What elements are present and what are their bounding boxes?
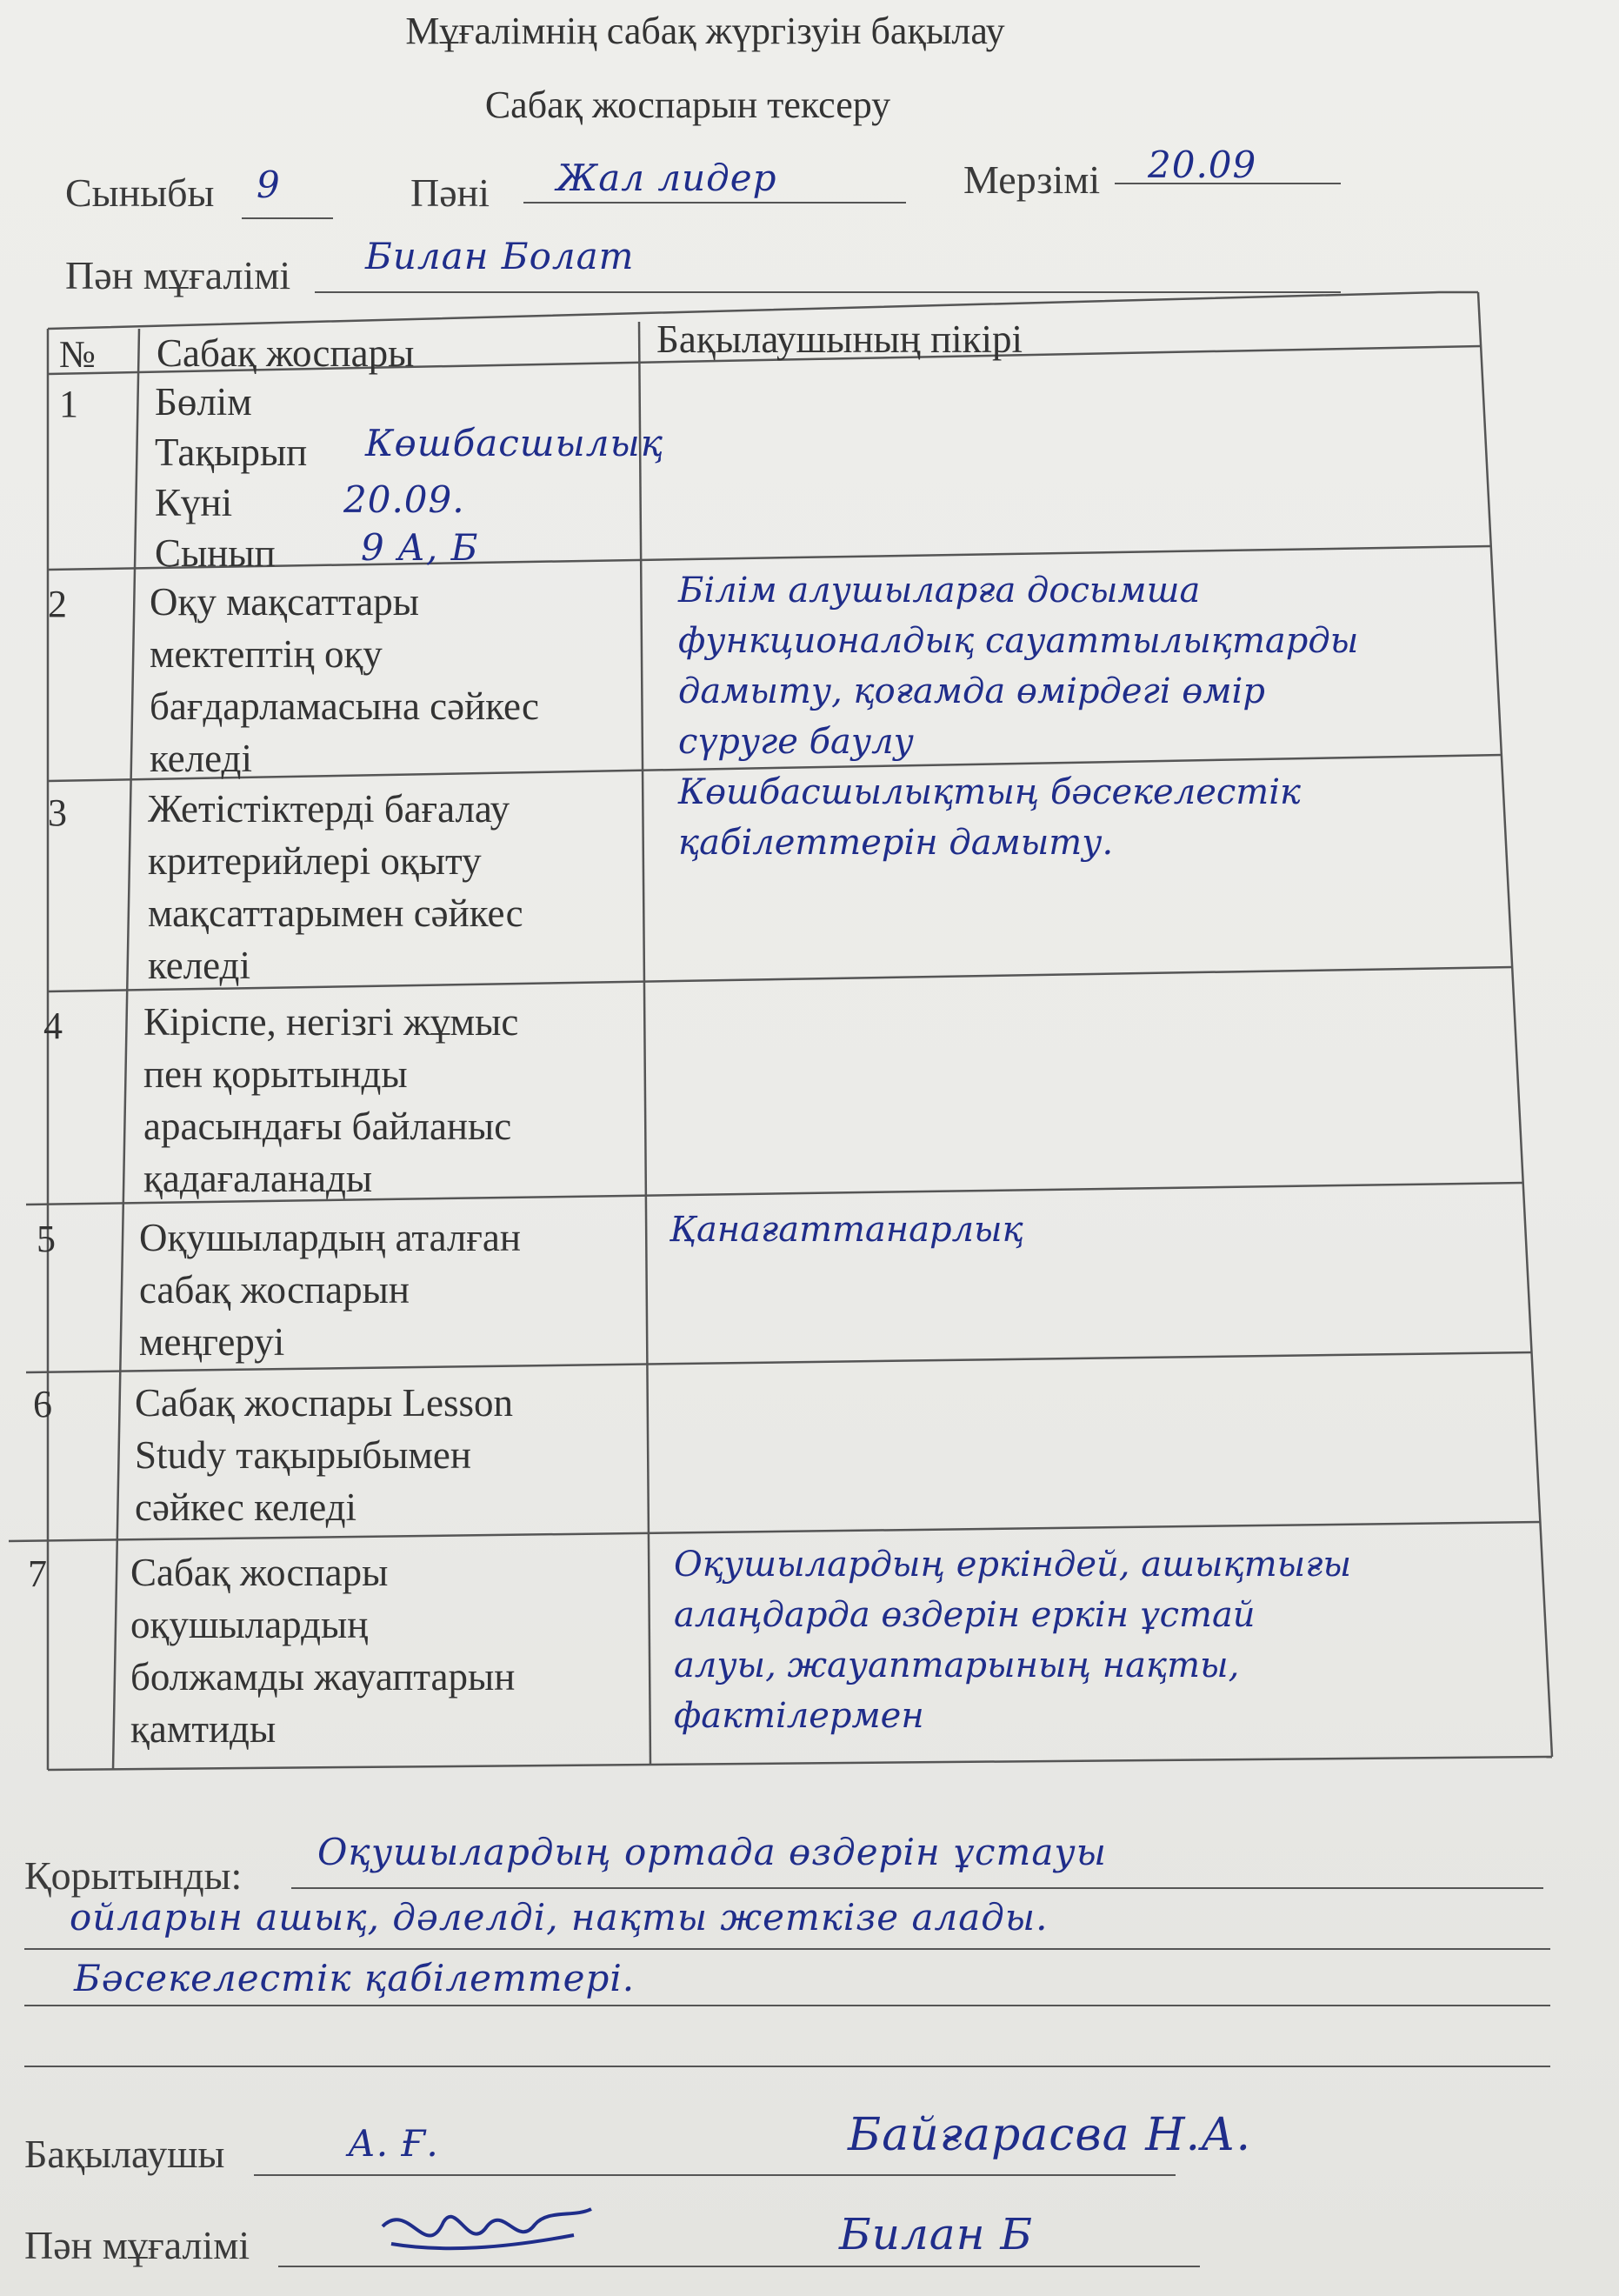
- row-4-number: 4: [43, 1004, 63, 1047]
- row-1-section-label: Бөлім: [155, 380, 252, 424]
- row-7-number: 7: [28, 1552, 47, 1595]
- row-3-criterion: Жетістіктерді бағалау критерийлері оқыту мақсаттарымен сәйкес келеді: [148, 787, 523, 987]
- conclusion-text-2: ойларын ашық, дәлелді, нақты жеткізе алады.: [70, 1896, 1049, 1939]
- observer-underline: [254, 2174, 1176, 2176]
- row-6-criterion: Сабақ жоспары Lesson Study тақырыбымен сәйкес келеді: [135, 1381, 514, 1529]
- row-3-number: 3: [48, 791, 67, 834]
- document-title: Мұғалімнің сабақ жүргізуін бақылау: [405, 10, 1005, 52]
- row-5-number: 5: [37, 1218, 56, 1260]
- col-header-plan: Сабақ жоспары: [157, 331, 415, 375]
- row-7-criterion: Сабақ жоспары оқушылардың болжамды жауаптарын қамтиды: [130, 1551, 516, 1751]
- subject-value: Жал лидер: [556, 157, 777, 199]
- conclusion-line-4: [24, 2066, 1550, 2067]
- conclusion-line-3: [24, 2005, 1550, 2006]
- conclusion-text-1: Оқушылардың ортада өздерін ұстауы: [317, 1831, 1107, 1873]
- teacher-name: Билан Б: [839, 2209, 1034, 2259]
- row-2-comment: Білім алушыларға досымша функционалдық сауаттылықтарды дамыту, қоғамда өмірдегі өмір сүруге баулу Көшбасшылықтың бәсекелестік қабілеттерін дамыту.: [678, 571, 1359, 863]
- conclusion-line-2: [24, 1948, 1550, 1950]
- row-5-comment: Қанағаттанарлық: [670, 1210, 1023, 1250]
- row-1-topic-value: Көшбасшылық: [365, 422, 664, 464]
- row-7-comment: Оқушылардың еркіндей, ашықтығы алаңдарда өздерін еркін ұстай алуы, жауаптарының нақты, фактілермен: [674, 1545, 1352, 1736]
- observer-signature-initials: А. Ғ.: [348, 2122, 439, 2165]
- class-value: 9: [257, 164, 281, 206]
- row-5-criterion: Оқушылардың аталған сабақ жоспарын меңгеруі: [139, 1216, 521, 1364]
- conclusion-line-1: [291, 1887, 1543, 1889]
- teacher-value: Билан Болат: [365, 235, 635, 277]
- teacher-sign-label: Пән мұғалімі: [24, 2223, 250, 2267]
- row-2-criterion: Оқу мақсаттары мектептің оқу бағдарламасына сәйкес келеді: [150, 580, 540, 780]
- document-subtitle: Сабақ жоспарын тексеру: [484, 83, 891, 126]
- col-header-number: №: [59, 333, 96, 376]
- row-1-class-value: 9 А, Б: [361, 526, 479, 569]
- teacher-signature-scribble: [374, 2192, 600, 2270]
- row-1-day-label: Күні: [155, 481, 233, 524]
- date-value: 20.09: [1148, 144, 1257, 186]
- row-2-number: 2: [48, 583, 67, 625]
- subject-label: Пәні: [410, 170, 490, 215]
- row-1-topic-label: Тақырып: [155, 430, 308, 474]
- row-1-number: 1: [59, 383, 78, 425]
- row-4-criterion: Кіріспе, негізгі жұмыс пен қорытынды арасындағы байланыс қадағаланады: [143, 1000, 519, 1200]
- row-6-number: 6: [33, 1383, 52, 1425]
- col-header-comment: Бақылаушының пікірі: [656, 317, 1023, 361]
- conclusion-text-3: Бәсекелестік қабілеттері.: [74, 1957, 636, 1999]
- teacher-label: Пән мұғалімі: [65, 253, 291, 297]
- observer-label: Бақылаушы: [24, 2132, 225, 2176]
- row-1-day-value: 20.09.: [343, 478, 465, 521]
- conclusion-label: Қорытынды:: [24, 1853, 243, 1898]
- date-label: Мерзімі: [963, 157, 1101, 202]
- row-1-class-label: Сынып: [155, 531, 276, 575]
- class-label: Сыныбы: [65, 170, 215, 215]
- observer-name: Байғарасва Н.А.: [848, 2109, 1251, 2161]
